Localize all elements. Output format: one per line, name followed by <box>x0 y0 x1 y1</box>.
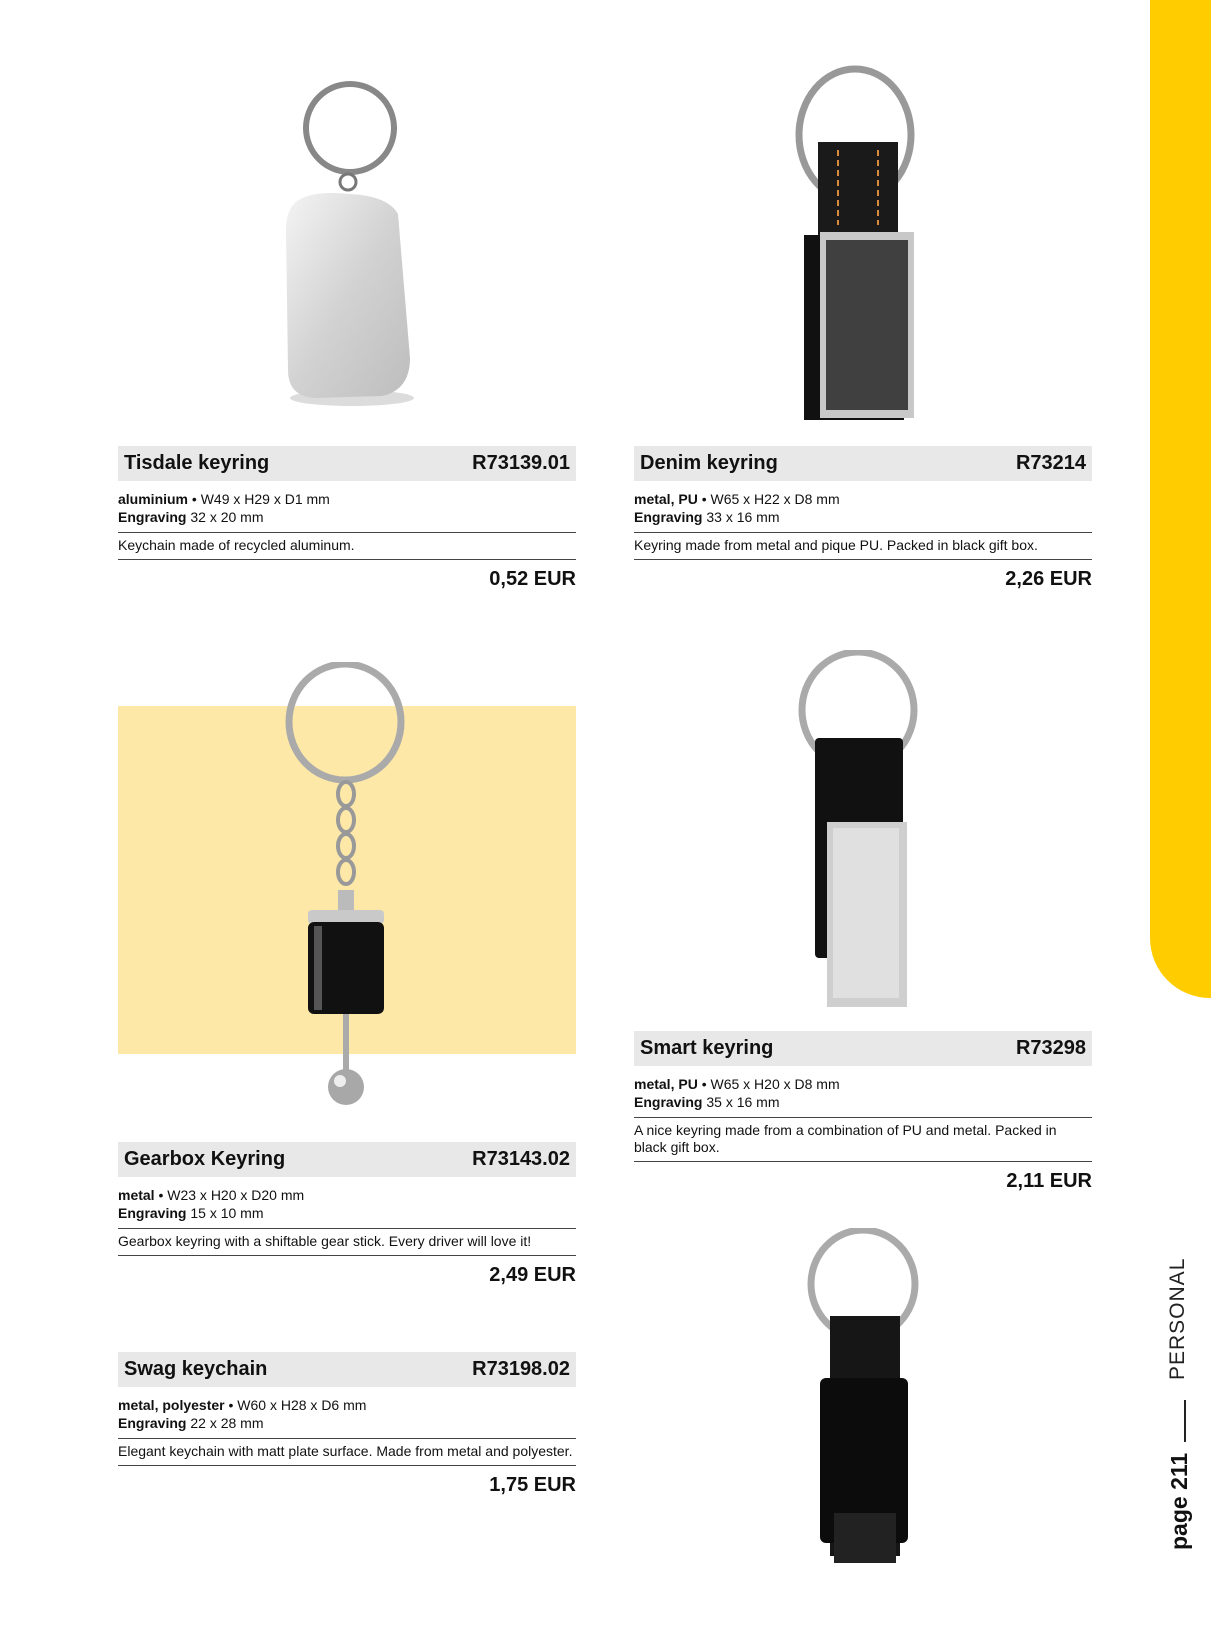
product-price: 2,49 EUR <box>489 1264 576 1286</box>
product-specs <box>118 481 576 532</box>
product-gearbox-keyring <box>118 1142 576 1287</box>
engraving-size: 32 x 20 mm <box>186 509 264 525</box>
product-specs <box>634 481 1092 532</box>
engraving-size: 15 x 10 mm <box>186 1205 264 1221</box>
product-title-bar <box>118 1142 576 1177</box>
product-material: aluminium <box>118 491 189 507</box>
product-code: R73143.02 <box>472 1148 570 1170</box>
product-specs <box>634 1066 1092 1117</box>
product-description: Keychain made of recycled aluminum. <box>118 532 576 560</box>
product-name: Smart keyring <box>640 1037 774 1059</box>
product-material: metal, PU <box>634 1076 698 1092</box>
smart-keyring-image <box>795 650 925 1020</box>
product-name: Denim keyring <box>640 452 778 474</box>
product-description: Elegant keychain with matt plate surface. Made from metal and polyester. <box>118 1438 576 1466</box>
product-price: 2,11 EUR <box>1006 1170 1092 1192</box>
engraving-label: Engraving <box>118 1415 187 1431</box>
denim-keyring-image <box>790 60 930 435</box>
page-number: page 211 <box>1166 1452 1192 1550</box>
product-price: 1,75 EUR <box>489 1474 576 1496</box>
tisdale-keyring-image <box>270 80 430 425</box>
product-title-bar <box>118 446 576 481</box>
product-tisdale-keyring <box>118 446 576 591</box>
engraving-size: 22 x 28 mm <box>186 1415 264 1431</box>
engraving-size: 35 x 16 mm <box>702 1094 780 1110</box>
engraving-label: Engraving <box>634 509 703 525</box>
product-material: metal, PU <box>634 491 698 507</box>
product-specs <box>118 1387 576 1438</box>
section-tab <box>1150 0 1211 998</box>
product-name: Swag keychain <box>124 1358 268 1380</box>
product-title-bar <box>118 1352 576 1387</box>
engraving-label: Engraving <box>118 1205 187 1221</box>
product-title-bar <box>634 1031 1092 1066</box>
product-description: Gearbox keyring with a shiftable gear stick. Every driver will love it! <box>118 1228 576 1256</box>
product-price: 0,52 EUR <box>489 568 576 590</box>
engraving-size: 33 x 16 mm <box>702 509 780 525</box>
product-material: metal, polyester <box>118 1397 225 1413</box>
product-code: R73198.02 <box>472 1358 570 1380</box>
engraving-label: Engraving <box>634 1094 703 1110</box>
product-dimensions: • W65 x H20 x D8 mm <box>697 1076 840 1092</box>
product-material: metal <box>118 1187 155 1203</box>
product-price: 2,26 EUR <box>1005 568 1092 590</box>
product-swag-keychain <box>118 1352 576 1497</box>
product-dimensions: • W23 x H20 x D20 mm <box>154 1187 305 1203</box>
product-title-bar <box>634 446 1092 481</box>
product-smart-keyring <box>634 1031 1092 1193</box>
product-description: Keyring made from metal and pique PU. Packed in black gift box. <box>634 532 1092 560</box>
product-name: Gearbox Keyring <box>124 1148 286 1170</box>
swag-keychain-image <box>800 1228 930 1568</box>
product-description: A nice keyring made from a combination of PU and metal. Packed in black gift box. <box>634 1117 1092 1162</box>
product-code: R73298 <box>1015 1037 1086 1059</box>
product-name: Tisdale keyring <box>124 452 270 474</box>
product-dimensions: • W65 x H22 x D8 mm <box>697 491 840 507</box>
product-dimensions: • W60 x H28 x D6 mm <box>224 1397 367 1413</box>
product-dimensions: • W49 x H29 x D1 mm <box>188 491 330 507</box>
sidebar-divider <box>1184 1400 1186 1442</box>
product-denim-keyring <box>634 446 1092 591</box>
gearbox-keyring-image <box>280 662 410 1117</box>
product-code: R73139.01 <box>472 452 570 474</box>
section-label: PERSONAL <box>1166 1257 1189 1380</box>
engraving-label: Engraving <box>118 509 187 525</box>
product-code: R73214 <box>1015 452 1086 474</box>
product-specs <box>118 1177 576 1228</box>
